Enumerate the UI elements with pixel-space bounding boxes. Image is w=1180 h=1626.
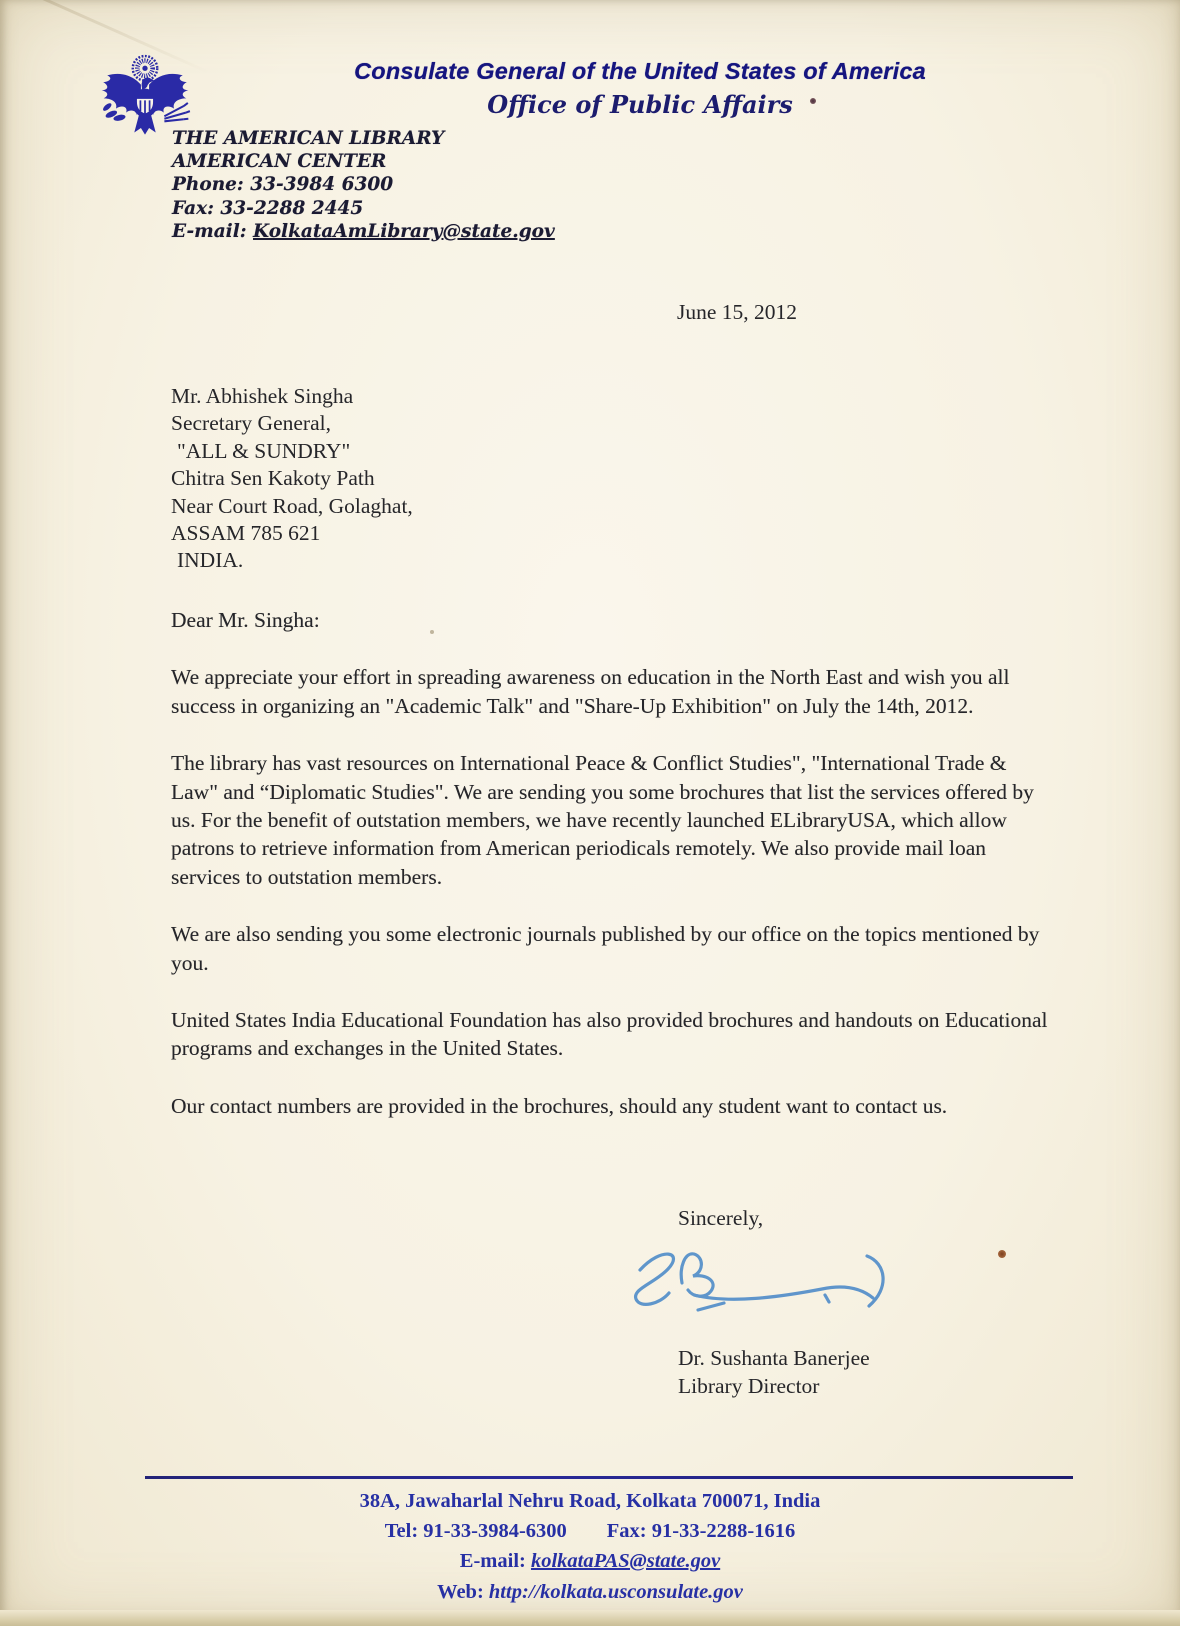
email-label: E-mail:	[172, 220, 247, 242]
recipient-line: Near Court Road, Golaghat,	[171, 493, 413, 518]
letterhead-subtitle: Office of Public Affairs	[487, 90, 793, 119]
recipient-line: Chitra Sen Kakoty Path	[171, 466, 375, 491]
phone-line	[172, 173, 555, 196]
letterhead-title: Consulate General of the United States of America	[354, 58, 926, 84]
body-paragraph: United States India Educational Foundation has also provided brochures and handouts on Educational programs and exchanges in the United States.	[171, 1008, 1048, 1061]
fax-value: 33-2288 2445	[220, 197, 364, 219]
email-link: kolkataPAS@state.gov	[530, 1550, 721, 1573]
tel-label: Tel:	[384, 1520, 419, 1543]
footer-address: 38A, Jawaharlal Nehru Road, Kolkata 700071, India	[359, 1490, 821, 1512]
salutation: Dear Mr. Singha:	[171, 608, 320, 632]
body-paragraph: The library has vast resources on International Peace & Conflict Studies", "International Trade & Law" and “Diplomatic Studies". We are sending you some brochures that list the services offered by us. For the benefit of outstation members, we have recently launched ELibraryUSA, which allow patrons to retrieve information from American periodicals remotely. We also provide mail loan services to outstation members.	[171, 751, 1034, 889]
org-name-line: THE AMERICAN LIBRARY	[172, 128, 445, 149]
body-paragraph: Our contact numbers are provided in the brochures, should any student want to contact us.	[171, 1093, 948, 1118]
fax-label: Fax:	[606, 1520, 647, 1543]
scan-bottom-edge	[0, 1610, 1180, 1626]
letter-date: June 15, 2012	[677, 300, 798, 324]
email-label: E-mail:	[459, 1550, 526, 1573]
footer-web-line	[0, 1577, 1180, 1607]
recipient-line: INDIA.	[177, 548, 244, 573]
handwritten-signature	[608, 1238, 920, 1336]
org-name-line: AMERICAN CENTER	[172, 151, 387, 173]
footer-divider	[145, 1476, 1073, 1479]
paper-stain	[998, 1250, 1006, 1258]
paper-stain	[810, 98, 816, 104]
phone-value: 33-3984 6300	[250, 174, 394, 196]
recipient-line: "ALL & SUNDRY"	[177, 438, 351, 463]
footer-email-line	[0, 1546, 1180, 1576]
signatory-title: Library Director	[678, 1374, 820, 1398]
tel-value: 91-33-3984-6300	[423, 1520, 567, 1543]
phone-label: Phone:	[172, 174, 244, 196]
body-paragraph: We appreciate your effort in spreading awareness on education in the North East and wish you all success in organizing an "Academic Talk" and "Share-Up Exhibition" on July the 14th, 2012.	[171, 665, 1010, 718]
web-link: http://kolkata.usconsulate.gov	[488, 1580, 743, 1603]
letterhead	[160, 58, 1120, 119]
signatory-name: Dr. Sushanta Banerjee	[678, 1346, 870, 1370]
recipient-address-block	[171, 383, 413, 575]
letterhead-contact-block	[172, 127, 555, 243]
recipient-line: Secretary General,	[171, 411, 331, 436]
recipient-line: ASSAM 785 621	[171, 521, 321, 546]
email-value: KolkataAmLibrary@state.gov	[253, 220, 555, 242]
paper-stain	[430, 630, 434, 634]
footer-contact-block	[0, 1486, 1180, 1607]
web-label: Web:	[437, 1580, 484, 1603]
footer-tel-fax-line	[0, 1516, 1180, 1546]
letter-body	[171, 606, 1053, 1149]
fax-line	[172, 197, 555, 220]
closing: Sincerely,	[678, 1206, 764, 1230]
email-line	[172, 220, 555, 243]
body-paragraph: We are also sending you some electronic journals published by our office on the topics mentioned by you.	[171, 922, 1040, 975]
fax-label: Fax:	[172, 197, 214, 219]
fax-value: 91-33-2288-1616	[651, 1520, 796, 1543]
recipient-line: Mr. Abhishek Singha	[171, 384, 354, 408]
